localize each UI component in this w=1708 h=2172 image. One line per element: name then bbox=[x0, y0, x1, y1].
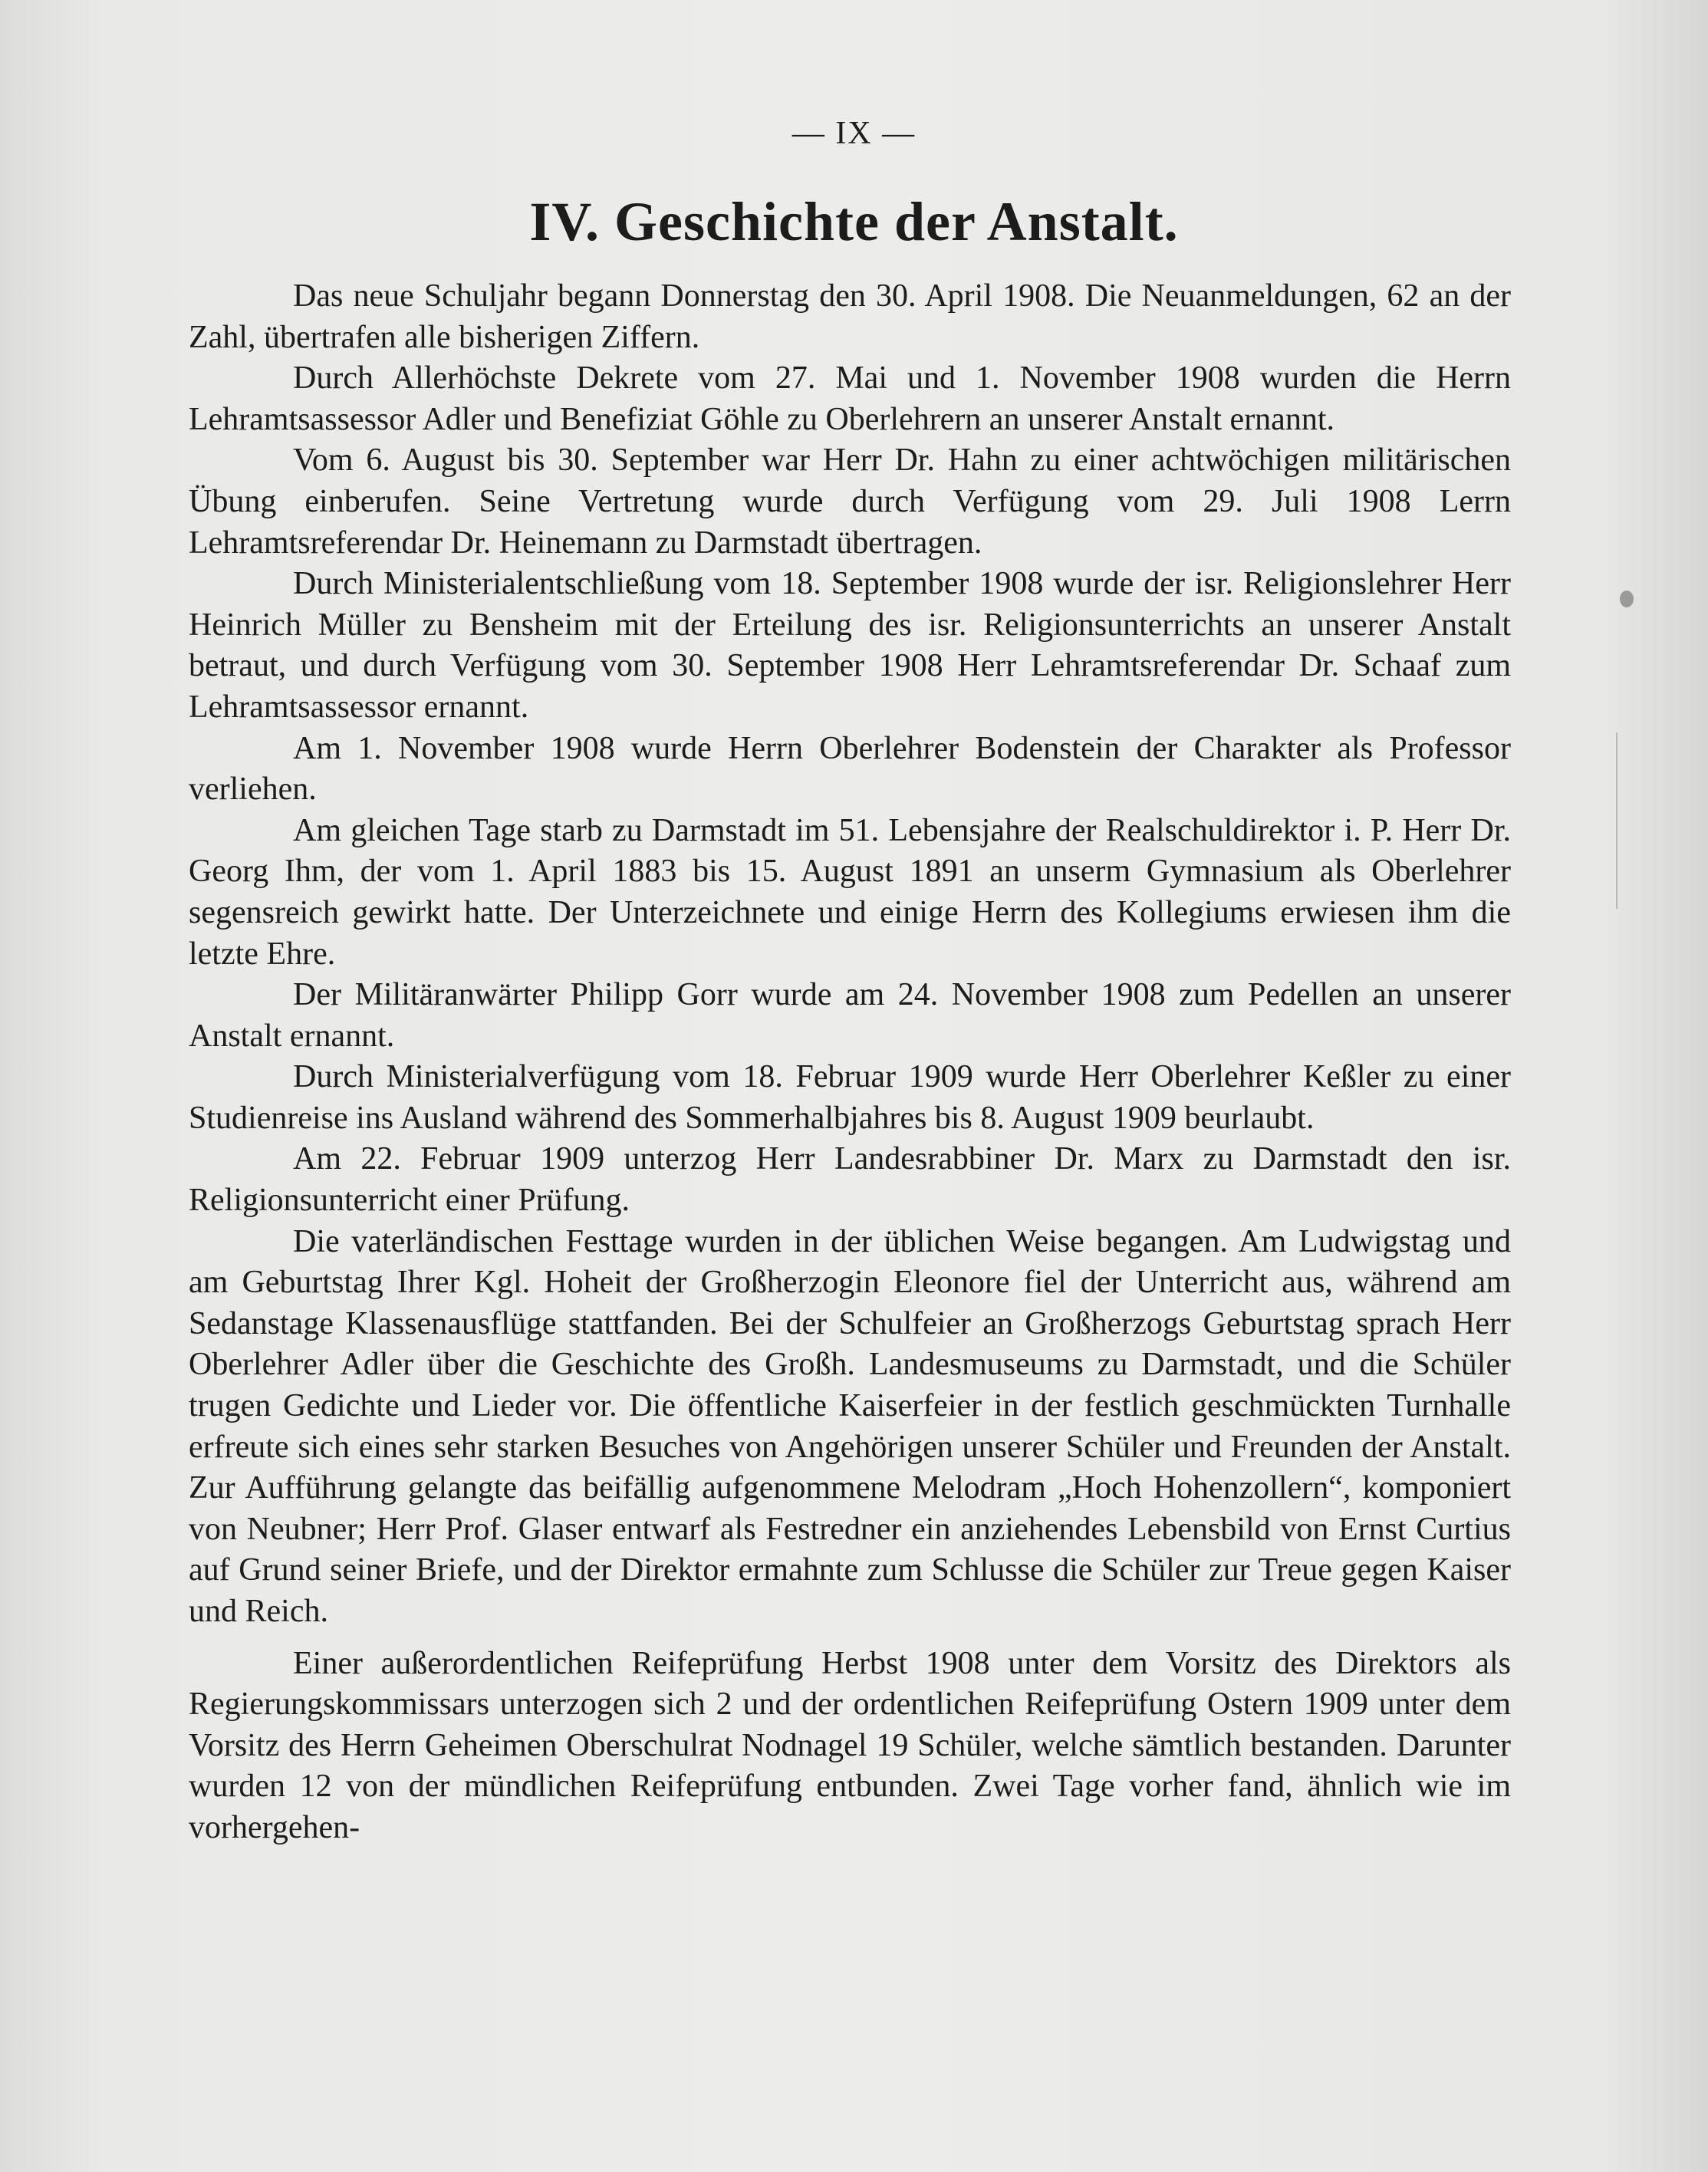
paragraph: Die vaterländischen Festtage wurden in der üblichen Weise begangen. Am Ludwigstag und am Geburtstag Ihrer Kgl. Hoheit der Großherzogin Eleonore fiel der Unterricht aus, während am Sedanstage Klassenausflüge stattfanden. Bei der Schulfeier an Großherzogs Geburtstag sprach Herr Oberlehrer Adler über die Geschichte des Großh. Landesmuseums zu Darmstadt, und die Schüler trugen Gedichte und Lieder vor. Die öffentliche Kaiserfeier in der festlich geschmückten Turnhalle erfreute sich eines sehr starken Besuches von Angehörigen unserer Schüler und Freunden der Anstalt. Zur Aufführung gelangte das beifällig aufgenommene Melodram „Hoch Hohenzollern“, komponiert von Neubner; Herr Prof. Glaser entwarf als Festredner ein anziehendes Lebensbild von Ernst Curtius auf Grund seiner Briefe, und der Direktor ermahnte zum Schlusse die Schüler zur Treue gegen Kaiser und Reich. bbox=[189, 1223, 1511, 1629]
paragraph: Durch Ministerialentschließung vom 18. September 1908 wurde der isr. Religionslehrer Herr Heinrich Müller zu Bensheim mit der Erteilung des isr. Religionsunterrichts an unserer Anstalt betraut, und durch Verfügung vom 30. September 1908 Herr Lehramtsreferendar Dr. Schaaf zum Lehramtsassessor ernannt. bbox=[189, 566, 1511, 725]
body-text bbox=[189, 276, 1511, 1849]
paragraph: Am 1. November 1908 wurde Herrn Oberlehrer Bodenstein der Charakter als Professor verliehen. bbox=[189, 730, 1511, 808]
paragraph: Durch Allerhöchste Dekrete vom 27. Mai und 1. November 1908 wurden die Herrn Lehramtsassessor Adler und Benefiziat Göhle zu Oberlehrern an unserer Anstalt ernannt. bbox=[189, 360, 1511, 437]
paragraph: Das neue Schuljahr begann Donnerstag den 30. April 1908. Die Neuanmeldungen, 62 an der Zahl, übertrafen alle bisherigen Ziffern. bbox=[189, 278, 1511, 355]
chapter-title: IV. Geschichte der Anstalt. bbox=[529, 191, 1179, 252]
paragraph: Einer außerordentlichen Reifeprüfung Herbst 1908 unter dem Vorsitz des Direktors als Regierungskommissars unterzogen sich 2 und der ordentlichen Reifeprüfung Ostern 1909 unter dem Vorsitz des Herrn Geheimen Oberschulrat Nodnagel 19 Schüler, welche sämtlich bestanden. Darunter wurden 12 von der mündlichen Reifeprüfung entbunden. Zwei Tage vorher fand, ähnlich wie im vorhergehen- bbox=[189, 1645, 1511, 1845]
paragraph: Vom 6. August bis 30. September war Herr Dr. Hahn zu einer achtwöchigen militärischen Übung einberufen. Seine Vertretung wurde durch Verfügung vom 29. Juli 1908 Lerrn Lehramtsreferendar Dr. Heinemann zu Darmstadt übertragen. bbox=[189, 443, 1511, 561]
scan-speck bbox=[1620, 591, 1634, 607]
paragraph: Am 22. Februar 1909 unterzog Herr Landesrabbiner Dr. Marx zu Darmstadt den isr. Religionsunterricht einer Prüfung. bbox=[189, 1141, 1511, 1219]
page-number: — IX — bbox=[791, 116, 917, 151]
paragraph: Der Militäranwärter Philipp Gorr wurde am 24. November 1908 zum Pedellen an unserer Anstalt ernannt. bbox=[189, 977, 1511, 1054]
paragraph: Durch Ministerialverfügung vom 18. Februar 1909 wurde Herr Oberlehrer Keßler zu einer Studienreise ins Ausland während des Sommerhalbjahres bis 8. August 1909 beurlaubt. bbox=[189, 1059, 1511, 1136]
margin-rule bbox=[1616, 732, 1617, 909]
paragraph: Am gleichen Tage starb zu Darmstadt im 51. Lebensjahre der Realschuldirektor i. P. Herr Dr. Georg Ihm, der vom 1. April 1883 bis 15. August 1891 an unserm Gymnasium als Oberlehrer segensreich gewirkt hatte. Der Unterzeichnete und einige Herrn des Kollegiums erwiesen ihm die letzte Ehre. bbox=[189, 812, 1511, 972]
